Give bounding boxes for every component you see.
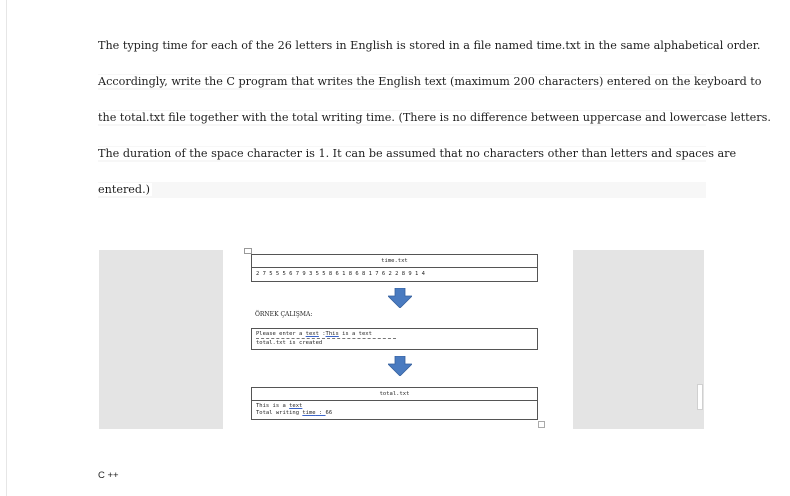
total-line-2-colon: : <box>315 410 326 416</box>
created-message: total.txt is created <box>256 340 323 346</box>
figure-resize-handle[interactable] <box>538 421 545 428</box>
example-figure[interactable] <box>244 248 545 428</box>
total-line-2-prefix: Total writing <box>256 410 303 416</box>
time-values: 2 7 5 5 5 6 7 9 3 5 5 8 6 1 8 6 8 1 7 6 2 2 8 9 1 4 <box>256 271 425 277</box>
scrollbar-thumb[interactable] <box>697 384 703 410</box>
image-side-panel-right <box>573 250 704 429</box>
total-line-1-word: text <box>289 403 303 409</box>
paragraph-5-text: entered.) <box>98 183 150 196</box>
prompt-text-word: text <box>305 331 319 337</box>
paragraph-5 <box>98 182 706 198</box>
total-txt-title: total.txt <box>252 388 537 401</box>
total-time-value: 66 <box>325 410 333 416</box>
down-arrow-icon <box>388 288 412 308</box>
paragraph-3-text: the total.txt file together with the total writing time. (There is no difference between uppercase and lowercase letters. <box>98 111 771 124</box>
paragraph-1 <box>98 38 761 54</box>
example-label: ÖRNEK ÇALIŞMA: <box>255 311 313 318</box>
total-txt-box <box>251 387 538 420</box>
prompt-rest: is a text <box>338 331 372 337</box>
total-line-2-word: time <box>302 410 316 416</box>
total-line-1 <box>252 401 537 410</box>
left-margin-rule <box>6 0 7 496</box>
time-txt-title: time.txt <box>252 255 537 268</box>
prompt-prefix: Please enter a <box>256 331 306 337</box>
paragraph-2 <box>98 74 762 90</box>
total-line-2 <box>252 410 537 417</box>
total-line-1-prefix: This is a <box>256 403 290 409</box>
paragraph-1-text: The typing time for each of the 26 letters in English is stored in a file named time.txt in the same alphabetical order. <box>98 39 761 52</box>
console-input-box <box>251 328 538 350</box>
down-arrow-icon <box>388 356 412 376</box>
prompt-line <box>252 329 537 338</box>
paragraph-4 <box>98 146 737 162</box>
footer-language-label: C ++ <box>98 470 119 481</box>
paragraph-4-text: The duration of the space character is 1. It can be assumed that no characters other than letters and spaces are <box>98 147 737 160</box>
paragraph-2-text: Accordingly, write the C program that writes the English text (maximum 200 characters) entered on the keyboard to <box>98 75 762 88</box>
image-side-panel-left <box>99 250 223 429</box>
prompt-this-word: This <box>325 331 339 337</box>
paragraph-3 <box>98 110 771 126</box>
time-txt-box <box>251 254 538 282</box>
prompt-colon: : <box>318 331 326 337</box>
